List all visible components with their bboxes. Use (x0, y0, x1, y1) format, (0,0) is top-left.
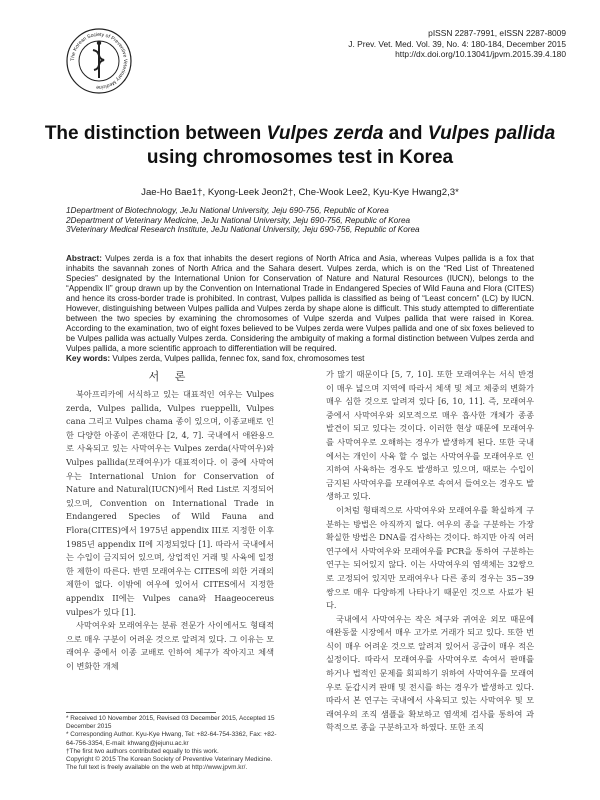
footnote-received: * Received 10 November 2015, Revised 03 December 2015, Accepted 15 December 2015 (66, 715, 275, 731)
citation-line: J. Prev. Vet. Med. Vol. 39, No. 4: 180-184, December 2015 (348, 38, 566, 49)
paragraph: 북아프리카에 서식하고 있는 대표적인 여우는 Vulpes zerda, Vulpes pallida, Vulpes rueppelli, Vulpes cana 그리고 Vulpes chama 종이 있으며, 이종교배로 인한 다양한 아종이 존재한다 [2, 4, 7]. 국내에서 애완용으로 사육되고 있는 사막여우는 Vulpes zerda(사막여우)와 Vulpes pallida(모래여우)가 대표적이다. 이 중에 사막여우는 International Union for Conservation of Nature and Natural(IUCN)에서 Red List로 지정되어 있으며, Convention on International Trade in Endangered Species of Wild Fauna and Flora(CITES)에서 1975년 appendix III로 지정한 이후 1985년 appendix II에 지정되었다 [1]. 따라서 국내에서는 수입이 금지되어 있으며, 상업적인 거래 및 사육에 일정한 제한이 따른다. 반면 모래여우는 CITES에 의한 거래의 제한이 없다. 이밖에 여우에 있어서 CITES에서 지정한 appendix II에는 Vulpes cana와 Haageocereus vulpes가 있다 [1]. (66, 389, 274, 617)
issn-line: pISSN 2287-7991, eISSN 2287-8009 (428, 28, 566, 38)
keywords-text: Vulpes zerda, Vulpes pallida, fennec fox, sand fox, chromosomes test (110, 354, 365, 363)
left-column (66, 388, 274, 706)
affiliations (66, 206, 420, 235)
title-text: The distinction between (44, 123, 267, 144)
right-column (326, 368, 534, 796)
author-list: Jae-Ho Bae1†, Kyong-Leek Jeon2†, Che-Wook Lee2, Kyu-Kye Hwang2,3* (141, 187, 459, 198)
affiliation-1: 1Department of Biotechnology, JeJu National University, Jeju 690-756, Republic of Korea (66, 206, 389, 215)
journal-header (348, 28, 566, 60)
footnote-equal-contribution: †The first two authors contributed equally to this work. (66, 747, 219, 755)
keywords-label: Key words: (66, 354, 111, 363)
footnote-corresponding: * Corresponding Author. Kyu-Kye Hwang, Tel: +82-64-754-3362, Fax: +82-64-756-3354, E-mail: khwang@jejunu.ac.kr (66, 731, 277, 747)
affiliation-3: 3Veterinary Medical Research Institute, JeJu National University, Jeju 690-756, Republic of Korea (66, 225, 420, 235)
paragraph: 가 많기 때문이다 [5, 7, 10]. 또한 모래여우는 서식 반경이 매우 넓으며 지역에 따라서 체색 및 체고 체중의 변화가 매우 심한 것으로 알려져 있다 [6, 10, 11]. 즉, 모래여우 중에서 사막여우와 외모적으로 매우 흡사한 개체가 종종 발견이 되고 있다는 것이다. 이러한 현상 때문에 모래여우를 사막여우로 오해하는 경우가 발생하게 된다. 또한 국내에서는 개인이 사육 할 수 없는 사막여우를 모래여우로 인지하여 사육하는 경우도 발생하고 있으며, 때로는 수입이 금지된 사막여우를 모래여우로 속여서 들여오는 경우도 발생하고 있다. (326, 369, 534, 502)
paper-title (40, 122, 560, 170)
footnote-availability: The full text is freely available on the web at http://www.jpvm.kr/. (66, 764, 248, 772)
title-species-1: Vulpes zerda (266, 123, 384, 144)
affiliation-2: 2Department of Veterinary Medicine, JeJu National University, Jeju 690-756, Republic of Korea (66, 215, 411, 225)
logo-ring-text: The Korean Society of Preventive Veterinary Medicine (69, 31, 129, 91)
abstract-label: Abstract: (66, 254, 102, 263)
society-logo (66, 28, 132, 94)
footnotes (66, 715, 278, 772)
footnote-divider (66, 712, 216, 713)
title-line-2: using chromosomes test in Korea (146, 147, 454, 168)
title-species-2: Vulpes pallida (427, 123, 556, 144)
footnote-copyright: Copyright © 2015 The Korean Society of Preventive Veterinary Medicine. (66, 756, 273, 764)
abstract (66, 254, 534, 364)
paragraph: 국내에서 사막여우는 작은 체구와 귀여운 외모 때문에 애완동물 시장에서 매우 고가로 거래가 되고 있다. 또한 번식이 매우 어려운 것으로 알려져 있어서 공급이 매우 적은 실정이다. 따라서 모래여우를 사막여우로 속여서 판매를 하거나 법적인 문제를 회피하기 위하여 사막여우를 모래여우로 둔갑시켜 판매 및 전시를 하는 경우가 발생하고 있다. 따라서 본 연구는 국내에서 사육되고 있는 사막여우 및 모래여우의 조직 샘플을 확보하고 염색체 검사를 통하여 과학적으로 종을 구분하고자 하였다. 또한 조직 (326, 613, 534, 733)
paragraph: 사막여우와 모래여우는 분류 전문가 사이에서도 형태적으로 매우 구분이 어려운 것으로 알려져 있다. 그 이유는 모래여우 중에서 이종 교배로 인하여 체구가 작아지고 체색이 변화한 개체 (66, 620, 274, 671)
abstract-text: Vulpes zerda is a fox that inhabits the desert regions of North Africa and Asia, whereas Vulpes pallida is a fox that inhabits the savannah zones of North Africa and the Sahara desert. Vulpes zerda, which is on the “Red List of Threatened Species” designated by the International Union for Conservation of Nature and Natural Resources (IUCN), belongs to the “Appendix II” group drawn up by the Convention on International Trade in Endangered Species of Wild Fauna and Flora (CITES) and hence its cross-border trade is prohibited. In contrast, Vulpes pallida is classified as being of “Least concern” (LC) by IUCN. However, distinguishing between Vulpes pallida and Vulpes zerda by shape alone is difficult. This study attempted to differentiate between the two species by examining the chromosomes of Vulpe szerda and Vulpes pallida that were raised in Korea. According to the examination, two of eight foxes believed to be Vulpes zerda were Vulpes pallida and one of six foxes believed to be Vulpes pallida was actually Vulpes zerda. Considering the ambiguity of making a formal distinction between Vulpes zerda and Vulpes pallida, a more scientific approach to differentiation will be required. (66, 254, 534, 353)
section-heading-introduction: 서 론 (148, 370, 192, 383)
doi-line: http://dx.doi.org/10.13041/jpvm.2015.39.4.180 (395, 49, 566, 60)
paragraph: 이처럼 형태적으로 사막여우와 모래여우를 확실하게 구분하는 방법은 아직까지 없다. 여우의 종을 구분하는 가장 확실한 방법은 DNA를 검사하는 것이다. 하지만 아직 여러 연구에서 사막여우와 모래여우를 PCR을 통하여 구분하는 연구는 되어있지 않다. 이는 사막여우의 염색체는 32쌍으로 고정되어 있지만 모래여우나 다른 종의 경우는 35~39쌍으로 매우 다양하게 나타나기 때문인 것으로 사료가 된다. (326, 504, 534, 611)
title-text-mid: and (383, 123, 428, 144)
